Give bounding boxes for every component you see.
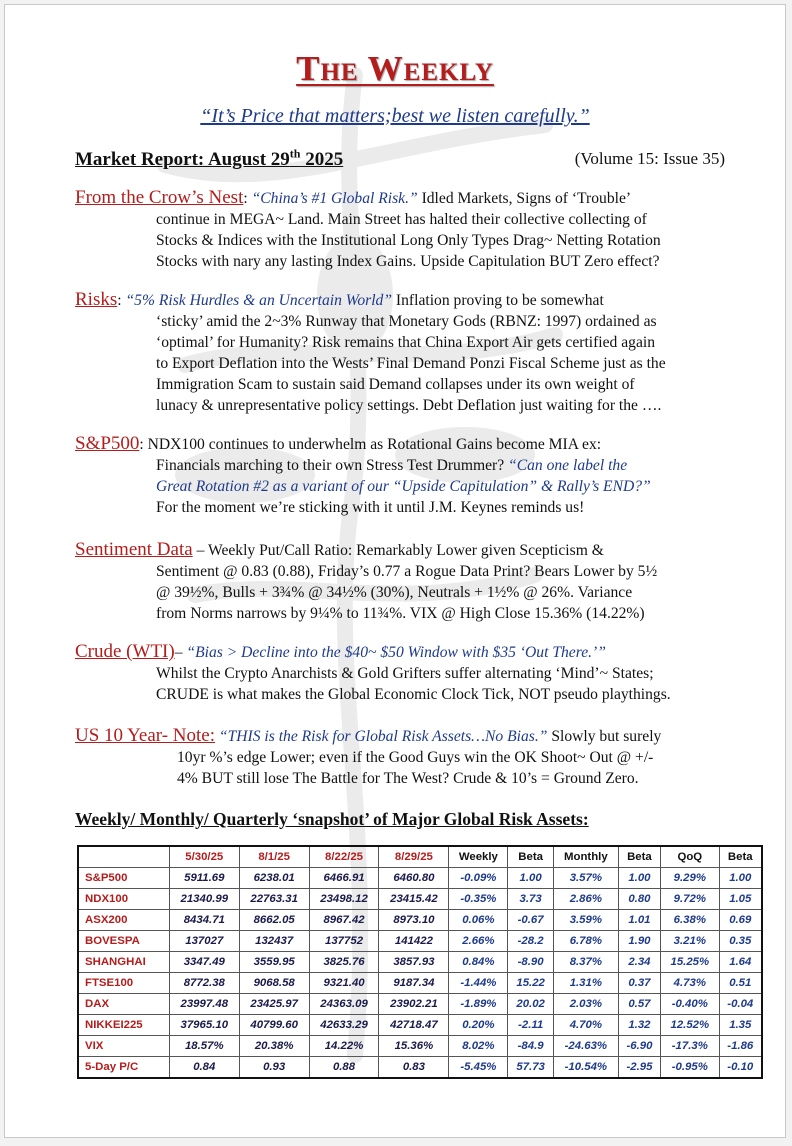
table-cell: 0.51 (719, 973, 762, 994)
table-cell: 8973.10 (379, 910, 449, 931)
section-heading: From the Crow’s Nest (75, 187, 244, 208)
table-cell: 6460.80 (379, 868, 449, 889)
asset-name: FTSE100 (78, 973, 169, 994)
table-cell: -0.95% (661, 1057, 720, 1079)
table-cell: 8967.42 (309, 910, 379, 931)
section-quote: “5% Risk Hurdles & an Uncertain World” (125, 292, 393, 309)
column-header: 8/29/25 (379, 846, 449, 868)
table-cell: 3.57% (553, 868, 618, 889)
table-cell: 2.66% (449, 931, 508, 952)
table-cell: 20.02 (508, 994, 554, 1015)
table-cell: 1.31% (553, 973, 618, 994)
table-cell: 18.57% (169, 1036, 239, 1057)
table-cell: -8.90 (508, 952, 554, 973)
table-cell: 0.80 (618, 889, 660, 910)
table-cell: 0.83 (379, 1057, 449, 1079)
table-cell: -1.89% (449, 994, 508, 1015)
table-cell: -28.2 (508, 931, 554, 952)
table-cell: -0.10 (719, 1057, 762, 1079)
asset-name: ASX200 (78, 910, 169, 931)
column-header: Beta (719, 846, 762, 868)
table-cell: 9187.34 (379, 973, 449, 994)
table-cell: 5911.69 (169, 868, 239, 889)
table-row (78, 1036, 762, 1057)
section-us10: US 10 Year- Note: “THIS is the Risk for Global Risk Assets…No Bias.” Slowly but surely 10yr %’s edge Lower; even if the Good Guys win the OK Shoot~ Out @ +/- 4% BUT still lose The Battle for The West? Crude & 10’s = Ground Zero. (75, 725, 725, 789)
table-cell: 1.00 (618, 868, 660, 889)
asset-name: VIX (78, 1036, 169, 1057)
table-cell: 0.06% (449, 910, 508, 931)
table-cell: 1.00 (508, 868, 554, 889)
table-cell: 8.37% (553, 952, 618, 973)
table-cell: 0.84% (449, 952, 508, 973)
table-cell: 23997.48 (169, 994, 239, 1015)
table-cell: 8662.05 (239, 910, 309, 931)
table-cell: 23902.21 (379, 994, 449, 1015)
table-cell: 6.38% (661, 910, 720, 931)
section-body: 10yr %’s edge Lower; even if the Good Guys win the OK Shoot~ Out @ +/- 4% BUT still lose The Battle for The West? Crude & 10’s = Ground Zero. (177, 749, 654, 787)
section-body: Financials marching to their own Stress Test Drummer? “Can one label the Great Rotation #2 as a variant of our “Upside Capitulation” & Rally’s END?” For the moment we’re sticking with it until J.M. Keynes reminds us! (156, 457, 651, 516)
table-cell: -1.44% (449, 973, 508, 994)
table-cell: 0.20% (449, 1015, 508, 1036)
asset-name: DAX (78, 994, 169, 1015)
table-cell: 9321.40 (309, 973, 379, 994)
table-cell: 0.93 (239, 1057, 309, 1079)
section-quote: “Bias > Decline into the $40~ $50 Window with $35 ‘Out There.’” (186, 644, 606, 661)
table-cell: 24363.09 (309, 994, 379, 1015)
section-heading: Risks (75, 289, 118, 310)
table-row (78, 1057, 762, 1079)
column-header (78, 846, 169, 868)
volume-issue: (Volume 15: Issue 35) (574, 149, 725, 168)
snapshot-title: Weekly/ Monthly/ Quarterly ‘snapshot’ of Major Global Risk Assets: (75, 809, 589, 829)
table-cell: 3.73 (508, 889, 554, 910)
table-cell: 6238.01 (239, 868, 309, 889)
table-cell: 6466.91 (309, 868, 379, 889)
table-cell: 12.52% (661, 1015, 720, 1036)
section-heading: Sentiment Data (75, 539, 193, 560)
table-row (78, 1015, 762, 1036)
table-cell: 1.64 (719, 952, 762, 973)
table-cell: 6.78% (553, 931, 618, 952)
table-cell: 9.72% (661, 889, 720, 910)
table-cell: 1.01 (618, 910, 660, 931)
column-header: QoQ (661, 846, 720, 868)
table-cell: -0.67 (508, 910, 554, 931)
table-cell: 15.22 (508, 973, 554, 994)
table-cell: 23498.12 (309, 889, 379, 910)
table-cell: 57.73 (508, 1057, 554, 1079)
table-cell: -2.95 (618, 1057, 660, 1079)
table-cell: -2.11 (508, 1015, 554, 1036)
table-cell: 20.38% (239, 1036, 309, 1057)
table-cell: 0.69 (719, 910, 762, 931)
section-sentiment: Sentiment Data – Weekly Put/Call Ratio: Remarkably Lower given Scepticism & Sentiment @ 0.83 (0.88), Friday’s 0.77 a Rogue Data Print? Bears Lower by 5½ @ 39½%, Bulls + 3¾% @ 34½% (30%), Neutrals + 1½% @ 26%. Variance from Norms narrows by 9¼% to 11¾%. VIX @ High Close 15.36% (14.22%) (75, 539, 725, 624)
table-cell: -5.45% (449, 1057, 508, 1079)
table-cell: 1.35 (719, 1015, 762, 1036)
table-cell: 0.84 (169, 1057, 239, 1079)
section-heading: S&P500 (75, 433, 140, 454)
column-header: 8/22/25 (309, 846, 379, 868)
table-cell: 15.25% (661, 952, 720, 973)
table-cell: 42633.29 (309, 1015, 379, 1036)
asset-name: 5-Day P/C (78, 1057, 169, 1079)
section-body: ‘sticky’ amid the 2~3% Runway that Monetary Gods (RBNZ: 1997) ordained as ‘optimal’ for Humanity? Risk remains that China Export Air gets certified again to Export Deflation into the Wests’ Final Demand Ponzi Fiscal Scheme just as the Immigration Scam to sustain said Demand collapses under its own weight of lunacy & unrepresentative policy settings. Debt Deflation just waiting for the …. (156, 313, 666, 414)
table-cell: 1.00 (719, 868, 762, 889)
document-page (4, 4, 786, 1138)
section-body: Whilst the Crypto Anarchists & Gold Grifters suffer alternating ‘Mind’~ States; CRUDE is what makes the Global Economic Clock Tick, NOT pseudo playthings. (156, 665, 671, 703)
table-cell: 22763.31 (239, 889, 309, 910)
table-cell: 0.37 (618, 973, 660, 994)
table-cell: 0.57 (618, 994, 660, 1015)
report-header (75, 147, 725, 175)
table-cell: 14.22% (309, 1036, 379, 1057)
section-crude: Crude (WTI)– “Bias > Decline into the $40~ $50 Window with $35 ‘Out There.’” Whilst the Crypto Anarchists & Gold Grifters suffer alternating ‘Mind’~ States; CRUDE is what makes the Global Economic Clock Tick, NOT pseudo playthings. (75, 641, 725, 705)
table-cell: 23425.97 (239, 994, 309, 1015)
report-date: Market Report: August 29th 2025 (75, 147, 344, 171)
section-crows-nest: From the Crow’s Nest: “China’s #1 Global Risk.” Idled Markets, Signs of ‘Trouble’ continue in MEGA~ Land. Main Street has halted their collective collecting of Stocks & Indices with the Institutional Long Only Types Drag~ Netting Rotation Stocks with nary any lasting Index Gains. Upside Capitulation BUT Zero effect? (75, 187, 725, 272)
tagline: “It’s Price that matters;best we listen carefully.” (200, 105, 590, 127)
table-cell: 3825.76 (309, 952, 379, 973)
column-header: 5/30/25 (169, 846, 239, 868)
table-cell: 3559.95 (239, 952, 309, 973)
table-cell: 21340.99 (169, 889, 239, 910)
table-cell: -10.54% (553, 1057, 618, 1079)
section-quote: “China’s #1 Global Risk.” (251, 190, 418, 207)
snapshot-table (77, 845, 763, 1079)
table-cell: 3.59% (553, 910, 618, 931)
table-cell: 0.88 (309, 1057, 379, 1079)
table-cell: 8.02% (449, 1036, 508, 1057)
asset-name: NDX100 (78, 889, 169, 910)
column-header: Monthly (553, 846, 618, 868)
table-cell: 37965.10 (169, 1015, 239, 1036)
table-cell: 9.29% (661, 868, 720, 889)
table-cell: 3857.93 (379, 952, 449, 973)
newsletter-title: The Weekly (296, 49, 494, 88)
table-cell: 42718.47 (379, 1015, 449, 1036)
table-cell: 23415.42 (379, 889, 449, 910)
table-cell: 3347.49 (169, 952, 239, 973)
table-cell: 137027 (169, 931, 239, 952)
table-cell: -24.63% (553, 1036, 618, 1057)
section-body: Sentiment @ 0.83 (0.88), Friday’s 0.77 a Rogue Data Print? Bears Lower by 5½ @ 39½%, Bulls + 3¾% @ 34½% (30%), Neutrals + 1½% @ 26%. Variance from Norms narrows by 9¼% to 11¾%. VIX @ High Close 15.36% (14.22%) (156, 563, 658, 622)
table-cell: 1.90 (618, 931, 660, 952)
table-row (78, 952, 762, 973)
column-header: 8/1/25 (239, 846, 309, 868)
table-cell: 1.32 (618, 1015, 660, 1036)
table-cell: -6.90 (618, 1036, 660, 1057)
table-cell: -0.09% (449, 868, 508, 889)
table-cell: 132437 (239, 931, 309, 952)
section-sp500: S&P500: NDX100 continues to underwhelm as Rotational Gains become MIA ex: Financials marching to their own Stress Test Drummer? “Can one label the Great Rotation #2 as a variant of our “Upside Capitulation” & Rally’s END?” For the moment we’re sticking with it until J.M. Keynes reminds us! (75, 433, 725, 518)
table-cell: 141422 (379, 931, 449, 952)
table-cell: 9068.58 (239, 973, 309, 994)
table-row (78, 973, 762, 994)
asset-name: S&P500 (78, 868, 169, 889)
section-heading: Crude (WTI) (75, 641, 175, 662)
table-cell: 137752 (309, 931, 379, 952)
section-quote: “THIS is the Risk for Global Risk Assets…No Bias.” (215, 728, 548, 745)
table-cell: 2.34 (618, 952, 660, 973)
table-cell: 2.86% (553, 889, 618, 910)
table-cell: 3.21% (661, 931, 720, 952)
table-row (78, 868, 762, 889)
table-row (78, 910, 762, 931)
table-cell: 0.35 (719, 931, 762, 952)
column-header: Weekly (449, 846, 508, 868)
table-cell: 1.05 (719, 889, 762, 910)
table-cell: 8434.71 (169, 910, 239, 931)
table-cell: -17.3% (661, 1036, 720, 1057)
table-cell: 8772.38 (169, 973, 239, 994)
column-header: Beta (508, 846, 554, 868)
table-row (78, 931, 762, 952)
section-risks: Risks: “5% Risk Hurdles & an Uncertain World” Inflation proving to be somewhat ‘sticky’ amid the 2~3% Runway that Monetary Gods (RBNZ: 1997) ordained as ‘optimal’ for Humanity? Risk remains that China Export Air gets certified again to Export Deflation into the Wests’ Final Demand Ponzi Fiscal Scheme just as the Immigration Scam to sustain said Demand collapses under its own weight of lunacy & unrepresentative policy settings. Debt Deflation just waiting for the …. (75, 289, 725, 416)
asset-name: SHANGHAI (78, 952, 169, 973)
table-header-row (78, 846, 762, 868)
section-heading: US 10 Year- Note: (75, 725, 216, 746)
column-header: Beta (618, 846, 660, 868)
table-cell: -0.04 (719, 994, 762, 1015)
table-cell: 4.73% (661, 973, 720, 994)
section-body: continue in MEGA~ Land. Main Street has halted their collective collecting of Stocks & Indices with the Institutional Long Only Types Drag~ Netting Rotation Stocks with nary any lasting Index Gains. Upside Capitulation BUT Zero effect? (156, 211, 661, 270)
table-cell: -84.9 (508, 1036, 554, 1057)
asset-name: BOVESPA (78, 931, 169, 952)
table-cell: -0.35% (449, 889, 508, 910)
table-row (78, 889, 762, 910)
table-cell: 15.36% (379, 1036, 449, 1057)
table-cell: 2.03% (553, 994, 618, 1015)
table-cell: 4.70% (553, 1015, 618, 1036)
table-row (78, 994, 762, 1015)
asset-name: NIKKEI225 (78, 1015, 169, 1036)
table-cell: 40799.60 (239, 1015, 309, 1036)
table-cell: -0.40% (661, 994, 720, 1015)
table-cell: -1.86 (719, 1036, 762, 1057)
